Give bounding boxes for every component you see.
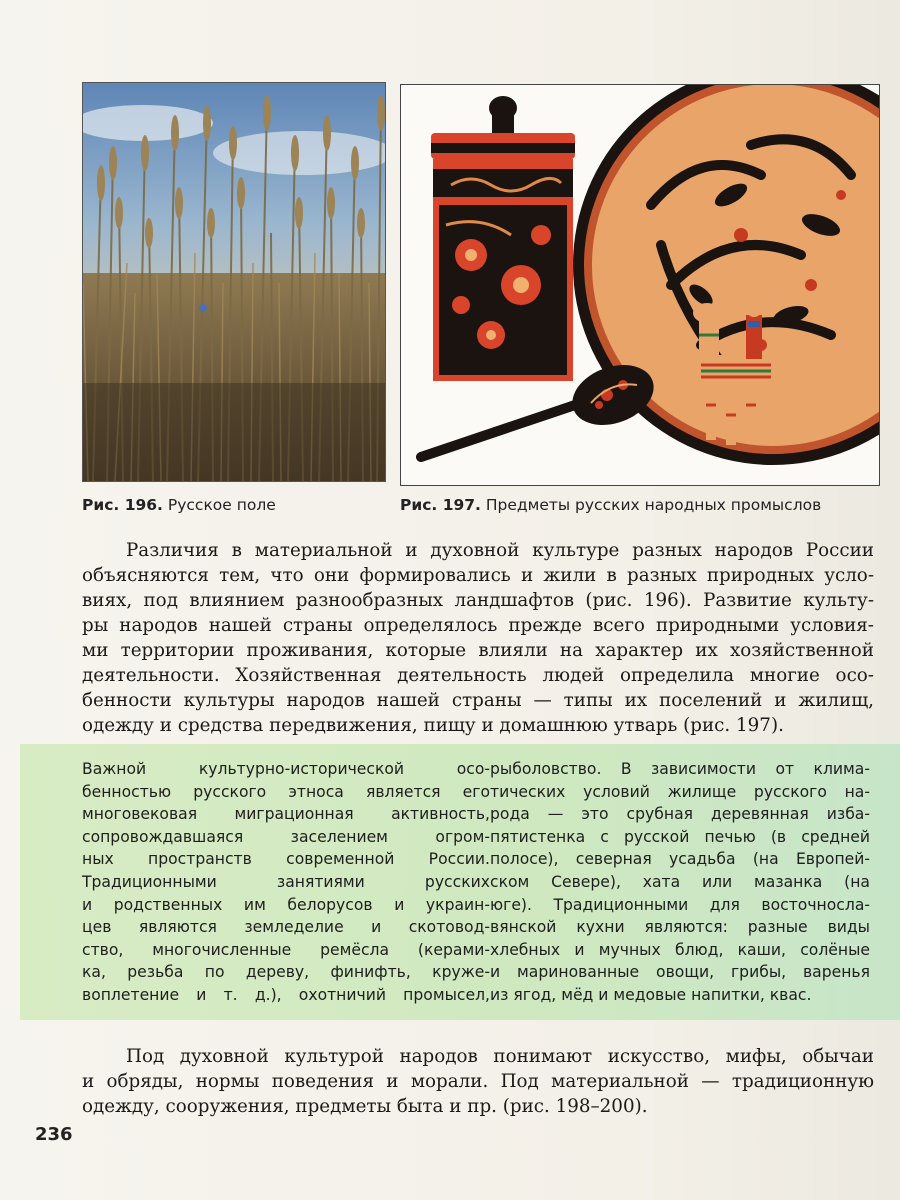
figure-196-caption-text: Русское поле	[167, 496, 276, 514]
wheat-field-illustration	[83, 83, 385, 481]
box-line: Важной культурно-исторической осо-	[82, 760, 490, 778]
figure-196-caption	[82, 496, 276, 514]
box-line: вянской кухни являются: разные виды	[490, 918, 870, 937]
box-line: юге). Традиционными для восточносла-	[490, 895, 870, 914]
box-line: сопровождавшаяся заселением огром-	[82, 827, 490, 846]
box-line: ка, резьба по дереву, финифть, круже-	[82, 963, 490, 982]
box-line: ском Севере), хата или мазанка (на	[490, 872, 870, 891]
box-line: ных пространств современной России.	[82, 850, 490, 869]
text-line: одежду и средства передвижения, пищу и домашнюю утварь (рис. 197).	[82, 715, 784, 736]
highlight-box-right-column	[490, 758, 870, 1007]
box-line: тических условий жилище русского на-	[490, 782, 870, 801]
box-line: ство, многочисленные ремёсла (керами-	[82, 940, 490, 959]
highlight-box-left-column	[82, 758, 490, 1007]
text-line: ры народов нашей страны определялось прежде всего природными условия-	[82, 615, 874, 636]
box-line: из ягод, мёд и медовые напитки, квас.	[490, 985, 812, 1004]
box-line: воплетение и т. д.), охотничий промысел,	[82, 985, 490, 1004]
box-line: многовековая миграционная активность,	[82, 805, 490, 824]
box-line: пятистенка с русской печью (в средней	[490, 827, 870, 846]
box-line: полосе), северная усадьба (на Европей-	[490, 850, 870, 869]
box-line: цев являются земледелие и скотовод-	[82, 918, 490, 937]
figure-196-wheat-field-photo	[82, 82, 386, 482]
body-paragraph-2	[82, 1044, 874, 1119]
text-line: ми территории проживания, которые влияли на характер их хозяйственной	[82, 640, 874, 661]
folk-crafts-illustration	[401, 85, 879, 485]
text-line: бенности культуры народов нашей страны — типы их поселений и жилищ,	[82, 690, 874, 711]
text-line: и обряды, нормы поведения и морали. Под материальной — традиционную	[82, 1071, 874, 1092]
text-line: деятельности. Хозяйственная деятельность людей определила многие осо-	[82, 665, 874, 686]
painted-jar	[431, 96, 575, 381]
page-number: 236	[35, 1124, 73, 1145]
box-line: и родственных им белорусов и украин-	[82, 895, 490, 914]
box-line: хлебных и мучных блюд, каши, солёные	[490, 940, 870, 959]
text-line: Различия в материальной и духовной культуре разных народов России	[126, 540, 874, 561]
text-line: объясняются тем, что они формировались и жили в разных природных усло-	[82, 565, 874, 586]
box-line: бенностью русского этноса является его	[82, 782, 490, 801]
box-line: рода — это срубная деревянная изба-	[490, 805, 870, 824]
figure-197-caption-text: Предметы русских народных промыслов	[485, 496, 822, 514]
text-line: одежду, сооружения, предметы быта и пр. (рис. 198–200).	[82, 1096, 648, 1117]
figure-197-number: Рис. 197.	[400, 496, 481, 514]
highlight-box	[20, 744, 900, 1020]
box-line: Традиционными занятиями русских	[82, 872, 490, 891]
text-line: Под духовной культурой народов понимают искусство, мифы, обычаи	[126, 1046, 874, 1067]
figure-197-folk-crafts-photo	[400, 84, 880, 486]
box-line: рыболовство. В зависимости от клима-	[490, 760, 870, 778]
figure-197-caption	[400, 496, 821, 514]
figure-196-number: Рис. 196.	[82, 496, 163, 514]
body-paragraph-1	[82, 538, 874, 738]
text-line: виях, под влиянием разнообразных ландшафтов (рис. 196). Развитие культу-	[82, 590, 874, 611]
box-line: и маринованные овощи, грибы, варенья	[490, 963, 870, 982]
